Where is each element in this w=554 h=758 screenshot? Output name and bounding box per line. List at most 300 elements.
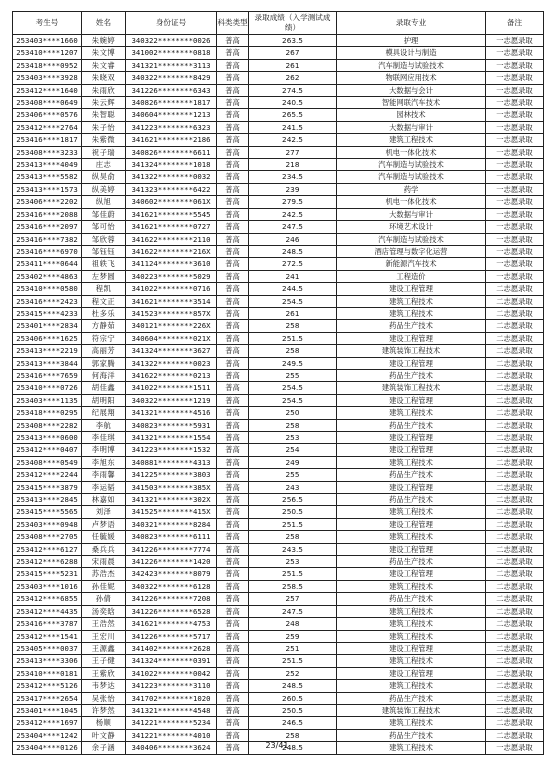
category-cell: 普高	[217, 369, 249, 381]
name-cell: 孙倩	[82, 593, 126, 605]
id-card-cell: 341223********6323	[126, 121, 217, 133]
id-card-cell: 340881********4313	[126, 456, 217, 468]
category-cell: 普高	[217, 171, 249, 183]
category-cell: 普高	[217, 580, 249, 592]
note-cell: 一志愿录取	[486, 47, 544, 59]
name-cell: 王紫欣	[82, 667, 126, 679]
category-cell: 普高	[217, 47, 249, 59]
score-cell: 260.5	[249, 692, 337, 704]
name-cell: 邹佳蔚	[82, 208, 126, 220]
table-row	[13, 667, 544, 679]
header-category: 科类类型	[217, 12, 249, 35]
id-card-cell: 341621********4753	[126, 618, 217, 630]
note-cell: 二志愿录取	[486, 357, 544, 369]
score-cell: 248.5	[249, 680, 337, 692]
id-card-cell: 340322********1219	[126, 394, 217, 406]
table-row	[13, 469, 544, 481]
name-cell: 桑兵兵	[82, 543, 126, 555]
id-card-cell: 341622********0213	[126, 369, 217, 381]
name-cell: 杨顺	[82, 717, 126, 729]
header-major: 录取专业	[337, 12, 486, 35]
id-card-cell: 340823********6111	[126, 531, 217, 543]
score-cell: 218	[249, 159, 337, 171]
exam-id-cell: 253405****0037	[13, 642, 82, 654]
major-cell: 园林技术	[337, 109, 486, 121]
exam-id-cell: 253413****5582	[13, 171, 82, 183]
exam-id-cell: 253412****4435	[13, 605, 82, 617]
note-cell: 二志愿录取	[486, 456, 544, 468]
major-cell: 汽车制造与试验技术	[337, 59, 486, 71]
note-cell: 一志愿录取	[486, 59, 544, 71]
exam-id-cell: 253412****5126	[13, 680, 82, 692]
major-cell: 新能源汽车技术	[337, 258, 486, 270]
name-cell: 李佳琪	[82, 432, 126, 444]
exam-id-cell: 253416****6970	[13, 245, 82, 257]
id-card-cell: 341221********4010	[126, 729, 217, 741]
id-card-cell: 340121********226X	[126, 320, 217, 332]
note-cell: 二志愿录取	[486, 704, 544, 716]
table-row	[13, 357, 544, 369]
category-cell: 普高	[217, 469, 249, 481]
major-cell: 机电一体化技术	[337, 196, 486, 208]
exam-id-cell: 253412****2764	[13, 121, 82, 133]
table-row	[13, 295, 544, 307]
exam-id-cell: 253418****0952	[13, 59, 82, 71]
name-cell: 符宗宁	[82, 332, 126, 344]
table-row	[13, 332, 544, 344]
id-card-cell: 341022********0042	[126, 667, 217, 679]
major-cell: 建筑工程技术	[337, 407, 486, 419]
table-row	[13, 72, 544, 84]
name-cell: 纵美婷	[82, 183, 126, 195]
score-cell: 254	[249, 444, 337, 456]
exam-id-cell: 253416****3787	[13, 618, 82, 630]
id-card-cell: 341226********7774	[126, 543, 217, 555]
name-cell: 郭家腾	[82, 357, 126, 369]
category-cell: 普高	[217, 357, 249, 369]
note-cell: 一志愿录取	[486, 84, 544, 96]
exam-id-cell: 253401****1045	[13, 704, 82, 716]
id-card-cell: 341702********1020	[126, 692, 217, 704]
exam-id-cell: 253408****2282	[13, 419, 82, 431]
score-cell: 246.5	[249, 717, 337, 729]
major-cell: 模具设计与制造	[337, 47, 486, 59]
score-cell: 258	[249, 531, 337, 543]
name-cell: 李旭东	[82, 456, 126, 468]
score-cell: 259	[249, 630, 337, 642]
note-cell: 二志愿录取	[486, 630, 544, 642]
note-cell: 二志愿录取	[486, 283, 544, 295]
name-cell: 朱文博	[82, 47, 126, 59]
id-card-cell: 341525********415X	[126, 506, 217, 518]
exam-id-cell: 253418****0295	[13, 407, 82, 419]
name-cell: 纪展翔	[82, 407, 126, 419]
category-cell: 普高	[217, 270, 249, 282]
name-cell: 孙佳妮	[82, 580, 126, 592]
major-cell: 工程造价	[337, 270, 486, 282]
name-cell: 祖轶飞	[82, 258, 126, 270]
score-cell: 251.5	[249, 568, 337, 580]
score-cell: 234.5	[249, 171, 337, 183]
category-cell: 普高	[217, 97, 249, 109]
id-card-cell: 341322********0032	[126, 171, 217, 183]
exam-id-cell: 253411****0644	[13, 258, 82, 270]
exam-id-cell: 253410****0726	[13, 382, 82, 394]
exam-id-cell: 253408****2705	[13, 531, 82, 543]
table-row	[13, 605, 544, 617]
name-cell: 李雨馨	[82, 469, 126, 481]
score-cell: 262	[249, 72, 337, 84]
table-row	[13, 345, 544, 357]
exam-id-cell: 253404****0126	[13, 742, 82, 754]
note-cell: 二志愿录取	[486, 407, 544, 419]
name-cell: 余子涵	[82, 742, 126, 754]
major-cell: 汽车制造与试验技术	[337, 171, 486, 183]
table-row	[13, 444, 544, 456]
major-cell: 药品生产技术	[337, 494, 486, 506]
exam-id-cell: 253406****0576	[13, 109, 82, 121]
header-score: 录取成绩（入学测试成绩）	[249, 12, 337, 35]
id-card-cell: 341223********1532	[126, 444, 217, 456]
table-row	[13, 97, 544, 109]
category-cell: 普高	[217, 432, 249, 444]
id-card-cell: 340322********6128	[126, 580, 217, 592]
score-cell: 258	[249, 345, 337, 357]
name-cell: 杜多乐	[82, 307, 126, 319]
note-cell: 一志愿录取	[486, 196, 544, 208]
table-row	[13, 159, 544, 171]
exam-id-cell: 253406****2202	[13, 196, 82, 208]
score-cell: 249	[249, 456, 337, 468]
score-cell: 255	[249, 369, 337, 381]
category-cell: 普高	[217, 307, 249, 319]
name-cell: 朱子怡	[82, 121, 126, 133]
table-row	[13, 531, 544, 543]
major-cell: 药品生产技术	[337, 692, 486, 704]
note-cell: 二志愿录取	[486, 642, 544, 654]
table-row	[13, 283, 544, 295]
note-cell: 二志愿录取	[486, 394, 544, 406]
id-card-cell: 340826********1817	[126, 97, 217, 109]
page-number: 23/41	[265, 741, 289, 750]
exam-id-cell: 253413****3844	[13, 357, 82, 369]
table-row	[13, 419, 544, 431]
major-cell: 建筑工程技术	[337, 618, 486, 630]
exam-id-cell: 253413****2219	[13, 345, 82, 357]
name-cell: 韦梦达	[82, 680, 126, 692]
name-cell: 庄志	[82, 159, 126, 171]
name-cell: 朱晓双	[82, 72, 126, 84]
exam-id-cell: 253416****1817	[13, 134, 82, 146]
major-cell: 护理	[337, 35, 486, 47]
table-row	[13, 369, 544, 381]
table-row	[13, 134, 544, 146]
score-cell: 241.5	[249, 121, 337, 133]
name-cell: 李运韬	[82, 481, 126, 493]
exam-id-cell: 253413****0600	[13, 432, 82, 444]
score-cell: 243	[249, 481, 337, 493]
id-card-cell: 341321********302X	[126, 494, 217, 506]
exam-id-cell: 253408****0649	[13, 97, 82, 109]
note-cell: 二志愿录取	[486, 332, 544, 344]
major-cell: 建设工程管理	[337, 518, 486, 530]
id-card-cell: 341621********2186	[126, 134, 217, 146]
score-cell: 248.5	[249, 245, 337, 257]
score-cell: 277	[249, 146, 337, 158]
major-cell: 药品生产技术	[337, 320, 486, 332]
id-card-cell: 341324********3627	[126, 345, 217, 357]
id-card-cell: 340604********1213	[126, 109, 217, 121]
note-cell: 一志愿录取	[486, 233, 544, 245]
category-cell: 普高	[217, 59, 249, 71]
category-cell: 普高	[217, 196, 249, 208]
id-card-cell: 341323********6422	[126, 183, 217, 195]
exam-id-cell: 253413****3306	[13, 655, 82, 667]
category-cell: 普高	[217, 35, 249, 47]
id-card-cell: 341402********2628	[126, 642, 217, 654]
major-cell: 药品生产技术	[337, 419, 486, 431]
major-cell: 大数据与审计	[337, 121, 486, 133]
table-row	[13, 543, 544, 555]
exam-id-cell: 253402****4863	[13, 270, 82, 282]
category-cell: 普高	[217, 233, 249, 245]
exam-id-cell: 253408****3233	[13, 146, 82, 158]
category-cell: 普高	[217, 667, 249, 679]
note-cell: 二志愿录取	[486, 432, 544, 444]
table-body	[13, 35, 544, 755]
exam-id-cell: 253415****5565	[13, 506, 82, 518]
major-cell: 建筑工程技术	[337, 531, 486, 543]
exam-id-cell: 253416****7382	[13, 233, 82, 245]
category-cell: 普高	[217, 593, 249, 605]
exam-id-cell: 253403****0948	[13, 518, 82, 530]
score-cell: 251.5	[249, 518, 337, 530]
major-cell: 建筑工程技术	[337, 506, 486, 518]
category-cell: 普高	[217, 332, 249, 344]
header-name: 姓名	[82, 12, 126, 35]
score-cell: 253	[249, 432, 337, 444]
category-cell: 普高	[217, 605, 249, 617]
exam-id-cell: 253410****0580	[13, 283, 82, 295]
score-cell: 257	[249, 593, 337, 605]
name-cell: 方静茹	[82, 320, 126, 332]
score-cell: 265.5	[249, 109, 337, 121]
exam-id-cell: 253408****0549	[13, 456, 82, 468]
category-cell: 普高	[217, 642, 249, 654]
table-row	[13, 121, 544, 133]
name-cell: 吴张怡	[82, 692, 126, 704]
score-cell: 248.5	[249, 742, 337, 754]
score-cell: 251	[249, 642, 337, 654]
exam-id-cell: 253403****1016	[13, 580, 82, 592]
table-row	[13, 382, 544, 394]
score-cell: 247.5	[249, 221, 337, 233]
name-cell: 朱婉婷	[82, 35, 126, 47]
id-card-cell: 341225********3803	[126, 469, 217, 481]
note-cell: 二志愿录取	[486, 717, 544, 729]
table-row	[13, 320, 544, 332]
note-cell: 二志愿录取	[486, 345, 544, 357]
id-card-cell: 340823********5931	[126, 419, 217, 431]
category-cell: 普高	[217, 146, 249, 158]
category-cell: 普高	[217, 109, 249, 121]
note-cell: 二志愿录取	[486, 580, 544, 592]
category-cell: 普高	[217, 543, 249, 555]
note-cell: 二志愿录取	[486, 655, 544, 667]
score-cell: 246	[249, 233, 337, 245]
major-cell: 建筑装饰工程技术	[337, 382, 486, 394]
exam-id-cell: 253415****5231	[13, 568, 82, 580]
category-cell: 普高	[217, 320, 249, 332]
score-cell: 251.5	[249, 332, 337, 344]
id-card-cell: 340322********0026	[126, 35, 217, 47]
table-row	[13, 407, 544, 419]
score-cell: 239	[249, 183, 337, 195]
id-card-cell: 340322********8429	[126, 72, 217, 84]
id-card-cell: 341226********5717	[126, 630, 217, 642]
category-cell: 普高	[217, 159, 249, 171]
note-cell: 二志愿录取	[486, 307, 544, 319]
score-cell: 267	[249, 47, 337, 59]
category-cell: 普高	[217, 345, 249, 357]
note-cell: 二志愿录取	[486, 729, 544, 741]
table-row	[13, 307, 544, 319]
note-cell: 一志愿录取	[486, 245, 544, 257]
table-row	[13, 630, 544, 642]
table-row	[13, 208, 544, 220]
name-cell: 王源鑫	[82, 642, 126, 654]
name-cell: 朱文睿	[82, 59, 126, 71]
major-cell: 环境艺术设计	[337, 221, 486, 233]
table-row	[13, 655, 544, 667]
name-cell: 邹可怡	[82, 221, 126, 233]
table-row	[13, 221, 544, 233]
name-cell: 胡明阳	[82, 394, 126, 406]
major-cell: 建设工程管理	[337, 481, 486, 493]
exam-id-cell: 253416****2088	[13, 208, 82, 220]
name-cell: 叶文静	[82, 729, 126, 741]
table-row	[13, 47, 544, 59]
name-cell: 何海洋	[82, 369, 126, 381]
score-cell: 255	[249, 469, 337, 481]
table-row	[13, 481, 544, 493]
major-cell: 建设工程管理	[337, 444, 486, 456]
note-cell: 二志愿录取	[486, 568, 544, 580]
id-card-cell: 341622********2110	[126, 233, 217, 245]
name-cell: 程文正	[82, 295, 126, 307]
table-row	[13, 183, 544, 195]
exam-id-cell: 253413****1573	[13, 183, 82, 195]
id-card-cell: 341621********5545	[126, 208, 217, 220]
id-card-cell: 341322********0023	[126, 357, 217, 369]
table-row	[13, 729, 544, 741]
score-cell: 256.5	[249, 494, 337, 506]
major-cell: 建筑工程技术	[337, 580, 486, 592]
score-cell: 261	[249, 307, 337, 319]
exam-id-cell: 253404****1242	[13, 729, 82, 741]
major-cell: 建筑工程技术	[337, 742, 486, 754]
category-cell: 普高	[217, 183, 249, 195]
table-row	[13, 84, 544, 96]
exam-id-cell: 253412****1640	[13, 84, 82, 96]
category-cell: 普高	[217, 518, 249, 530]
table-row	[13, 233, 544, 245]
note-cell: 一志愿录取	[486, 270, 544, 282]
id-card-cell: 342423********8079	[126, 568, 217, 580]
note-cell: 一志愿录取	[486, 183, 544, 195]
id-card-cell: 341022********1511	[126, 382, 217, 394]
header-id-card: 身份证号	[126, 12, 217, 35]
note-cell: 二志愿录取	[486, 369, 544, 381]
category-cell: 普高	[217, 258, 249, 270]
exam-id-cell: 253401****2834	[13, 320, 82, 332]
name-cell: 邹欣蓉	[82, 233, 126, 245]
exam-id-cell: 253403****1660	[13, 35, 82, 47]
major-cell: 建设工程管理	[337, 394, 486, 406]
table-row	[13, 146, 544, 158]
name-cell: 李明博	[82, 444, 126, 456]
name-cell: 卢梦语	[82, 518, 126, 530]
category-cell: 普高	[217, 444, 249, 456]
table-row	[13, 196, 544, 208]
major-cell: 建设工程管理	[337, 283, 486, 295]
name-cell: 朱雨欣	[82, 84, 126, 96]
major-cell: 建筑装饰工程技术	[337, 345, 486, 357]
note-cell: 二志愿录取	[486, 605, 544, 617]
header-note: 备注	[486, 12, 544, 35]
exam-id-cell: 253410****1207	[13, 47, 82, 59]
major-cell: 建设工程管理	[337, 667, 486, 679]
major-cell: 建筑工程技术	[337, 307, 486, 319]
category-cell: 普高	[217, 221, 249, 233]
category-cell: 普高	[217, 531, 249, 543]
id-card-cell: 341523********857X	[126, 307, 217, 319]
note-cell: 二志愿录取	[486, 618, 544, 630]
table-row	[13, 704, 544, 716]
category-cell: 普高	[217, 208, 249, 220]
category-cell: 普高	[217, 717, 249, 729]
note-cell: 一志愿录取	[486, 35, 544, 47]
id-card-cell: 341503********385X	[126, 481, 217, 493]
note-cell: 二志愿录取	[486, 382, 544, 394]
name-cell: 邹钰钰	[82, 245, 126, 257]
score-cell: 247.5	[249, 605, 337, 617]
admission-table	[12, 11, 544, 755]
major-cell: 建筑工程技术	[337, 134, 486, 146]
name-cell: 左梦圆	[82, 270, 126, 282]
major-cell: 建设工程管理	[337, 543, 486, 555]
major-cell: 建设工程管理	[337, 568, 486, 580]
category-cell: 普高	[217, 419, 249, 431]
major-cell: 药品生产技术	[337, 729, 486, 741]
major-cell: 建设工程管理	[337, 642, 486, 654]
major-cell: 建筑工程技术	[337, 456, 486, 468]
id-card-cell: 340406********3624	[126, 742, 217, 754]
major-cell: 建筑工程技术	[337, 717, 486, 729]
exam-id-cell: 253403****3928	[13, 72, 82, 84]
major-cell: 药品生产技术	[337, 556, 486, 568]
note-cell: 一志愿录取	[486, 208, 544, 220]
note-cell: 一志愿录取	[486, 146, 544, 158]
major-cell: 汽车制造与试验技术	[337, 159, 486, 171]
note-cell: 一志愿录取	[486, 97, 544, 109]
note-cell: 二志愿录取	[486, 320, 544, 332]
category-cell: 普高	[217, 618, 249, 630]
name-cell: 王宏川	[82, 630, 126, 642]
note-cell: 二志愿录取	[486, 494, 544, 506]
exam-id-cell: 253416****2423	[13, 295, 82, 307]
id-card-cell: 341226********6528	[126, 605, 217, 617]
